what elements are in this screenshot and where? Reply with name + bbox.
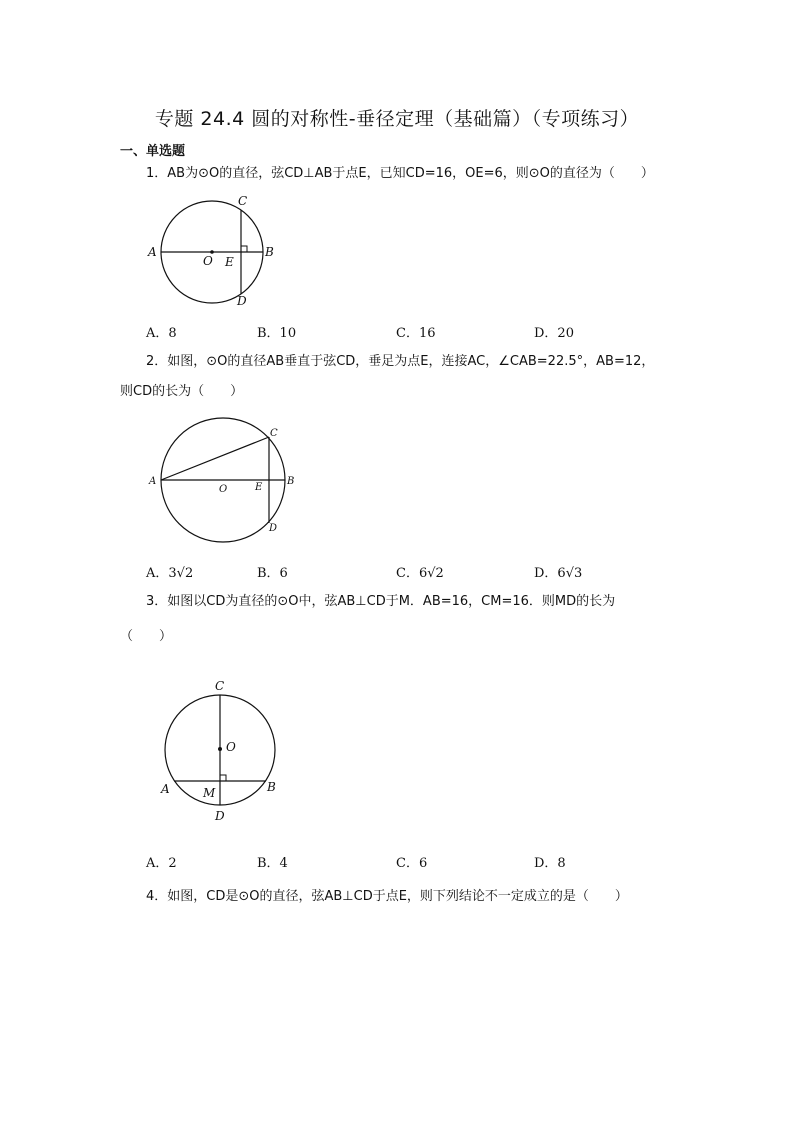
question-1-figure — [145, 190, 285, 310]
q2-option-a[interactable]: A．3√2 — [146, 566, 194, 581]
label-a: A — [161, 782, 170, 796]
label-b: B — [265, 245, 274, 259]
label-o: O — [203, 254, 213, 268]
question-1-text: 1．AB为⊙O的直径，弦CD⊥AB于点E，已知CD=16，OE=6，则⊙O的直径为（ ） — [146, 166, 654, 181]
q2-option-d[interactable]: D．6√3 — [534, 566, 583, 581]
q1-option-d[interactable]: D．20 — [534, 326, 574, 341]
page-title: 专题 24.4 圆的对称性-垂径定理（基础篇）（专项练习） — [154, 108, 640, 130]
q2-option-c[interactable]: C．6√2 — [396, 566, 444, 581]
question-3-figure — [150, 675, 290, 825]
q2-option-b[interactable]: B．6 — [257, 566, 288, 581]
label-c: C — [238, 194, 248, 208]
label-d: D — [215, 809, 225, 823]
question-3-text-cont: （ ） — [120, 629, 173, 644]
label-b: B — [287, 476, 295, 487]
right-angle-mark — [220, 775, 226, 781]
label-o: O — [219, 484, 228, 495]
right-angle-mark — [241, 246, 247, 252]
label-o: O — [226, 740, 236, 754]
section-heading: 一、单选题 — [120, 144, 186, 159]
label-e: E — [225, 255, 234, 269]
question-3-text: 3．如图以CD为直径的⊙O中，弦AB⊥CD于M．AB=16，CM=16．则MD的长为 — [146, 594, 616, 609]
q1-option-a[interactable]: A．8 — [146, 326, 177, 341]
label-e: E — [255, 482, 263, 493]
label-d: D — [269, 523, 278, 534]
label-c: C — [270, 428, 278, 439]
label-d: D — [237, 294, 247, 308]
label-m: M — [203, 786, 216, 800]
question-4-text: 4．如图，CD是⊙O的直径，弦AB⊥CD于点E，则下列结论不一定成立的是（ ） — [146, 889, 628, 904]
q3-option-a[interactable]: A．2 — [146, 856, 177, 871]
question-2-text-cont: 则CD的长为（ ） — [120, 384, 244, 399]
q3-option-d[interactable]: D．8 — [534, 856, 566, 871]
segment-ac — [161, 437, 269, 480]
q1-option-c[interactable]: C．16 — [396, 326, 436, 341]
q3-option-b[interactable]: B．4 — [257, 856, 288, 871]
q3-option-c[interactable]: C．6 — [396, 856, 428, 871]
label-a: A — [148, 245, 157, 259]
label-a: A — [149, 476, 157, 487]
label-b: B — [267, 780, 276, 794]
q1-option-b[interactable]: B．10 — [257, 326, 297, 341]
question-2-figure — [145, 415, 305, 545]
label-c: C — [215, 679, 225, 693]
center-dot — [218, 747, 222, 751]
question-2-text: 2．如图，⊙O的直径AB垂直于弦CD，垂足为点E，连接AC，∠CAB=22.5°，AB=12， — [146, 354, 655, 369]
